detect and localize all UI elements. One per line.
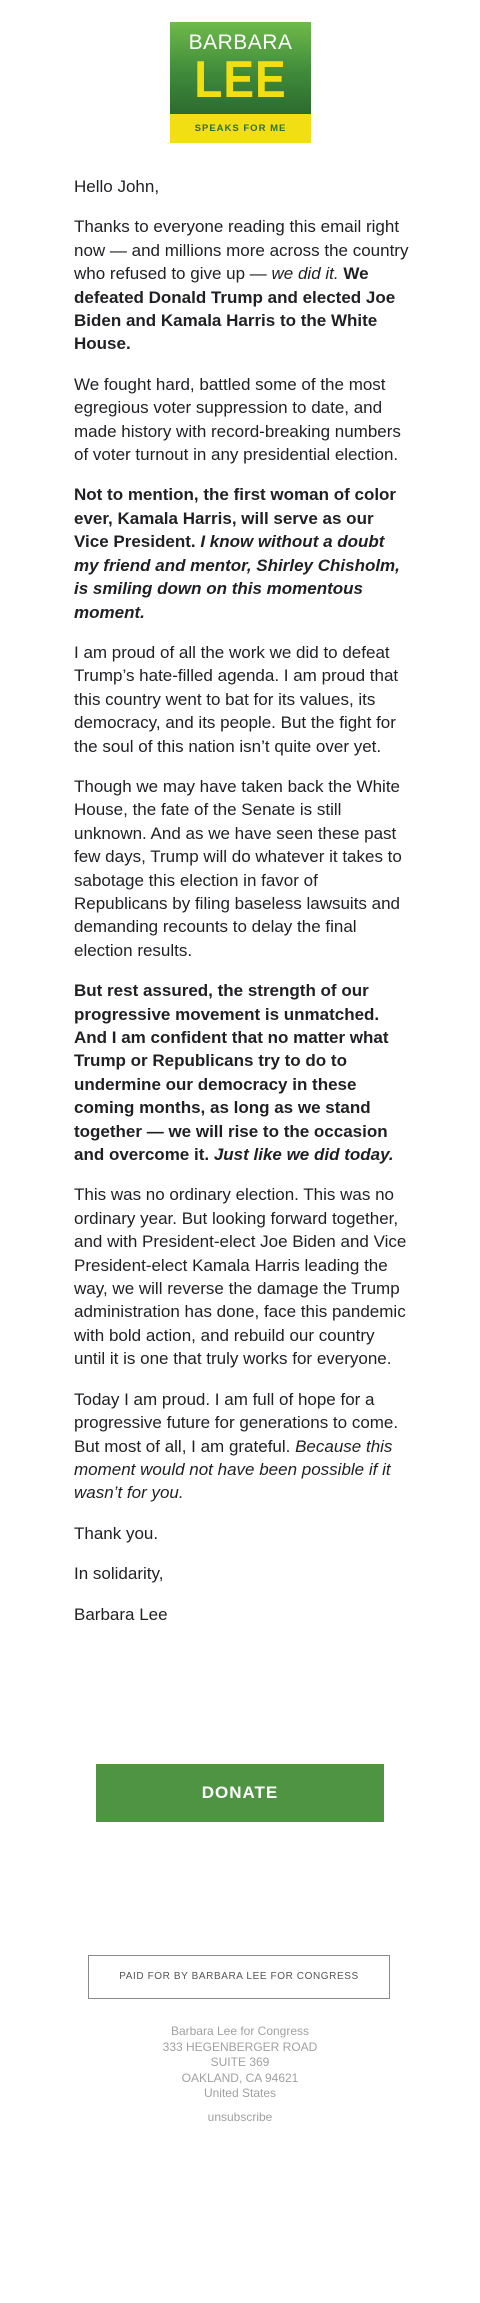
unsubscribe-link[interactable]: unsubscribe <box>207 2110 273 2124</box>
paragraph-3-bold-italic: I know without a doubt my friend and mentor, Shirley Chisholm, is smiling down on this momentous moment. <box>74 532 400 622</box>
paragraph-1-text: Thanks to everyone reading this email right now — and millions more across the country who refused to give up — <box>74 217 409 284</box>
footer-country: United States <box>203 2086 277 2100</box>
paragraph-3 <box>74 483 410 623</box>
paragraph-6-bold-italic: Just like we did today. <box>209 1145 394 1165</box>
footer-address <box>0 2024 480 2102</box>
greeting: Hello John, <box>74 177 160 196</box>
logo-green-panel <box>170 22 311 114</box>
paragraph-2: We fought hard, battled some of the most egregious voter suppression to date, and made history with record-breaking numbers of voter turnout in any presidential election. <box>74 374 401 465</box>
logo-tagline: SPEAKS FOR ME <box>170 114 311 143</box>
footer-city: OAKLAND, CA 94621 <box>181 2070 299 2085</box>
paragraph-4: I am proud of all the work we did to defeat Trump’s hate-filled agenda. I am proud that this country went to bat for its values, its democracy, and its people. But the fight for the soul of this nation isn’t quite over yet. <box>74 642 399 756</box>
paragraph-1-emphasis: we did it. <box>271 264 339 284</box>
logo-first-name: BARBARA <box>188 31 293 54</box>
paragraph-8-italic: Because this moment would not have been possible if it wasn’t for you. <box>74 1436 393 1503</box>
paragraph-6 <box>74 979 410 1166</box>
thank-you: Thank you. <box>74 1523 159 1543</box>
footer-org: Barbara Lee for Congress <box>170 2024 310 2038</box>
footer-address-line1: 333 HEGENBERGER ROAD <box>162 2039 318 2054</box>
closing: In solidarity, <box>74 1564 164 1584</box>
paragraph-1 <box>74 215 410 355</box>
paragraph-3-bold: Not to mention, the first woman of color ever, Kamala Harris, will serve as our Vice President. <box>74 485 397 552</box>
paragraph-7: This was no ordinary election. This was no ordinary year. But looking forward together, and with President-elect Joe Biden and Vice President-elect Kamala Harris leading the way, we will reverse the damage the Trump administration has done, face this pandemic with bold action, and rebuild our country until it is one that truly works for everyone. <box>74 1185 407 1369</box>
paragraph-1-bold: We defeated Donald Trump and elected Joe Biden and Kamala Harris to the White House. <box>74 264 396 354</box>
paid-for-disclaimer: PAID FOR BY BARBARA LEE FOR CONGRESS <box>88 1955 390 1999</box>
signature: Barbara Lee <box>74 1604 168 1624</box>
paragraph-6-bold: But rest assured, the strength of our progressive movement is unmatched. And I am confident that no matter what Trump or Republicans try to do to undermine our democracy in these coming months, as long as we stand together — we will rise to the occasion and overcome it. <box>74 981 389 1165</box>
email-body <box>74 175 410 1643</box>
logo-last-name: LEE <box>194 50 287 109</box>
footer-address-line2: SUITE 369 <box>210 2055 270 2069</box>
paragraph-8-text: Today I am proud. I am full of hope for a progressive future for generations to come. But most of all, I am grateful. <box>74 1389 399 1456</box>
paragraph-8 <box>74 1388 410 1505</box>
barbara-lee-logo <box>170 22 311 143</box>
paragraph-5: Though we may have taken back the White House, the fate of the Senate is still unknown. And as we have seen these past few days, Trump will do whatever it takes to sabotage this election in favor of Republicans by filing baseless lawsuits and demanding recounts to delay the final election results. <box>74 776 402 960</box>
donate-button[interactable]: DONATE <box>96 1764 384 1822</box>
